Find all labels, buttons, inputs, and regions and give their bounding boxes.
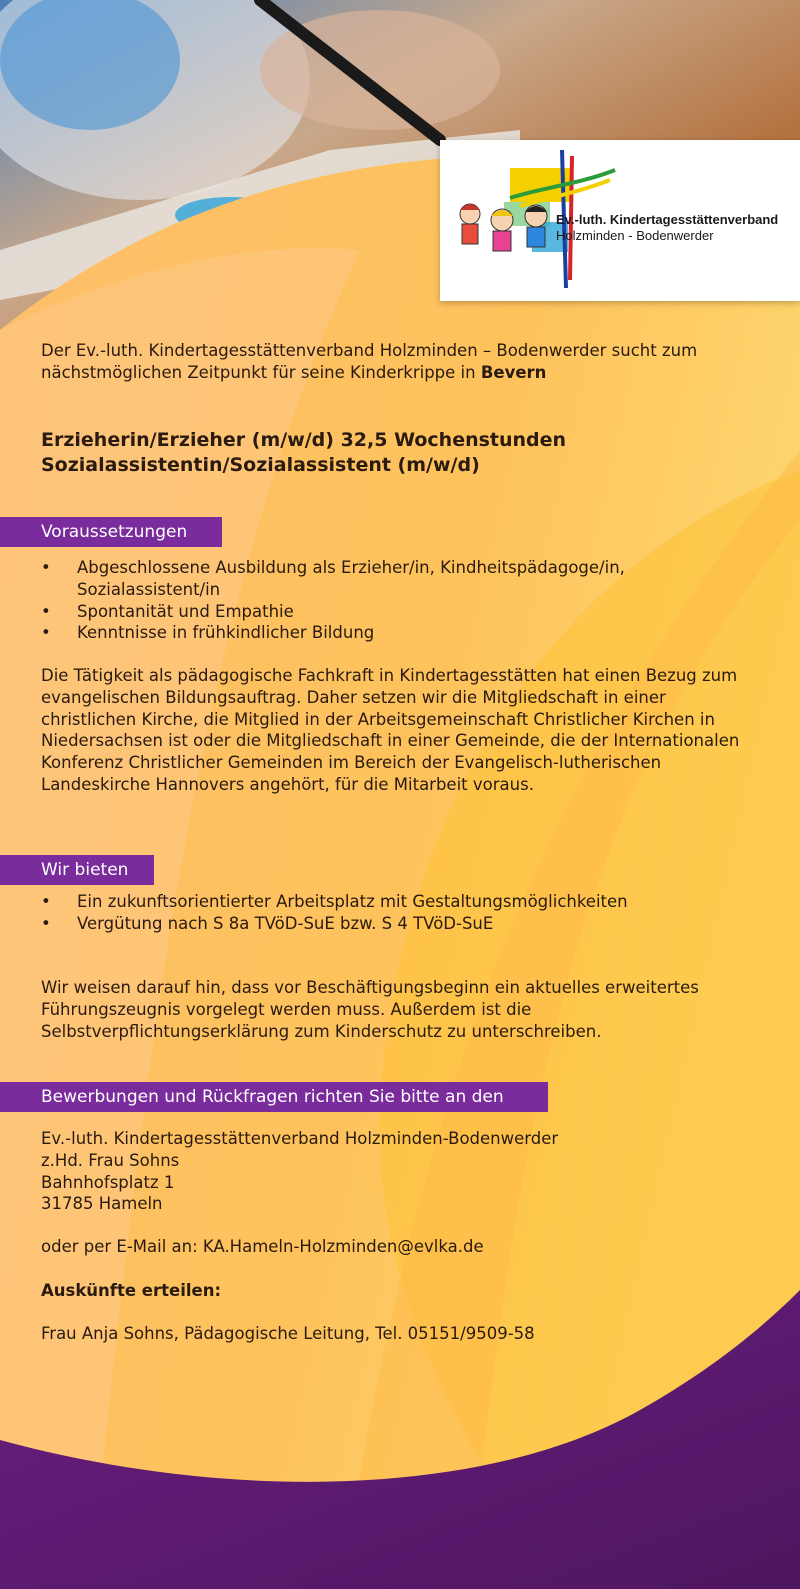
position-title-2: Sozialassistentin/Sozialassistent (m/w/d) xyxy=(41,453,480,476)
info-heading: Auskünfte erteilen: xyxy=(41,1281,222,1300)
list-item: • Spontanität und Empathie xyxy=(41,601,761,623)
membership-paragraph: Die Tätigkeit als pädagogische Fachkraft in Kindertagesstätten hat einen Bezug zum evangelischen Bildungsauftrag. Daher setzen wir die Mitgliedschaft in einer christlichen Kirche, die Mitglied in der Arbeitsgemeinschaft Christlicher Kirchen in Niedersachsen ist oder die Mitgliedschaft in einer Gemeinde, die der Internationalen Konferenz Christlicher Gemeinden im Bereich der Evangelisch-lutherischen Landeskirche Hannovers angehört, für die Mitarbeit voraus. xyxy=(41,666,740,794)
address-line: Bahnhofsplatz 1 xyxy=(41,1172,175,1192)
intro-location: Bevern xyxy=(480,362,547,382)
contact-address xyxy=(41,1128,761,1215)
list-item: • Ein zukunftsorientierter Arbeitsplatz mit Gestaltungsmöglichkeiten xyxy=(41,891,761,913)
position-titles xyxy=(41,428,761,477)
intro-paragraph xyxy=(41,340,761,384)
section-heading-contact: Bewerbungen und Rückfragen richten Sie bitte an den xyxy=(0,1082,548,1112)
logo-line-2: Holzminden - Bodenwerder xyxy=(556,228,714,243)
list-item: • Vergütung nach S 8a TVöD-SuE bzw. S 4 TVöD-SuE xyxy=(41,913,761,935)
notice-paragraph: Wir weisen darauf hin, dass vor Beschäftigungsbeginn ein aktuelles erweitertes Führungszeugnis vorgelegt werden muss. Außerdem ist die Selbstverpflichtungserklärung zum Kinderschutz zu unterschreiben. xyxy=(41,978,699,1041)
email-line[interactable]: oder per E-Mail an: KA.Hameln-Holzminden@evlka.de xyxy=(41,1237,484,1256)
list-item: • Abgeschlossene Ausbildung als Erzieher/in, Kindheitspädagoge/in, Sozialassistent/in xyxy=(41,557,761,601)
section-heading-requirements: Voraussetzungen xyxy=(0,517,222,547)
requirements-list xyxy=(41,557,761,644)
info-person: Frau Anja Sohns, Pädagogische Leitung, Tel. 05151/9509-58 xyxy=(41,1324,535,1343)
list-item: • Kenntnisse in frühkindlicher Bildung xyxy=(41,622,761,644)
organization-logo xyxy=(440,140,800,301)
address-line: z.Hd. Frau Sohns xyxy=(41,1150,180,1170)
section-heading-offer: Wir bieten xyxy=(0,855,154,885)
logo-line-1: Ev.-luth. Kindertagesstättenverband xyxy=(556,212,779,227)
position-title-1: Erzieherin/Erzieher (m/w/d) 32,5 Wochenstunden xyxy=(41,429,567,451)
intro-text: Der Ev.-luth. Kindertagesstättenverband Holzminden – Bodenwerder sucht zum nächstmöglichen Zeitpunkt für seine Kinderkrippe in xyxy=(41,341,698,382)
address-line: Ev.-luth. Kindertagesstättenverband Holzminden-Bodenwerder xyxy=(41,1129,559,1148)
address-line: 31785 Hameln xyxy=(41,1194,163,1214)
offer-list xyxy=(41,891,761,935)
